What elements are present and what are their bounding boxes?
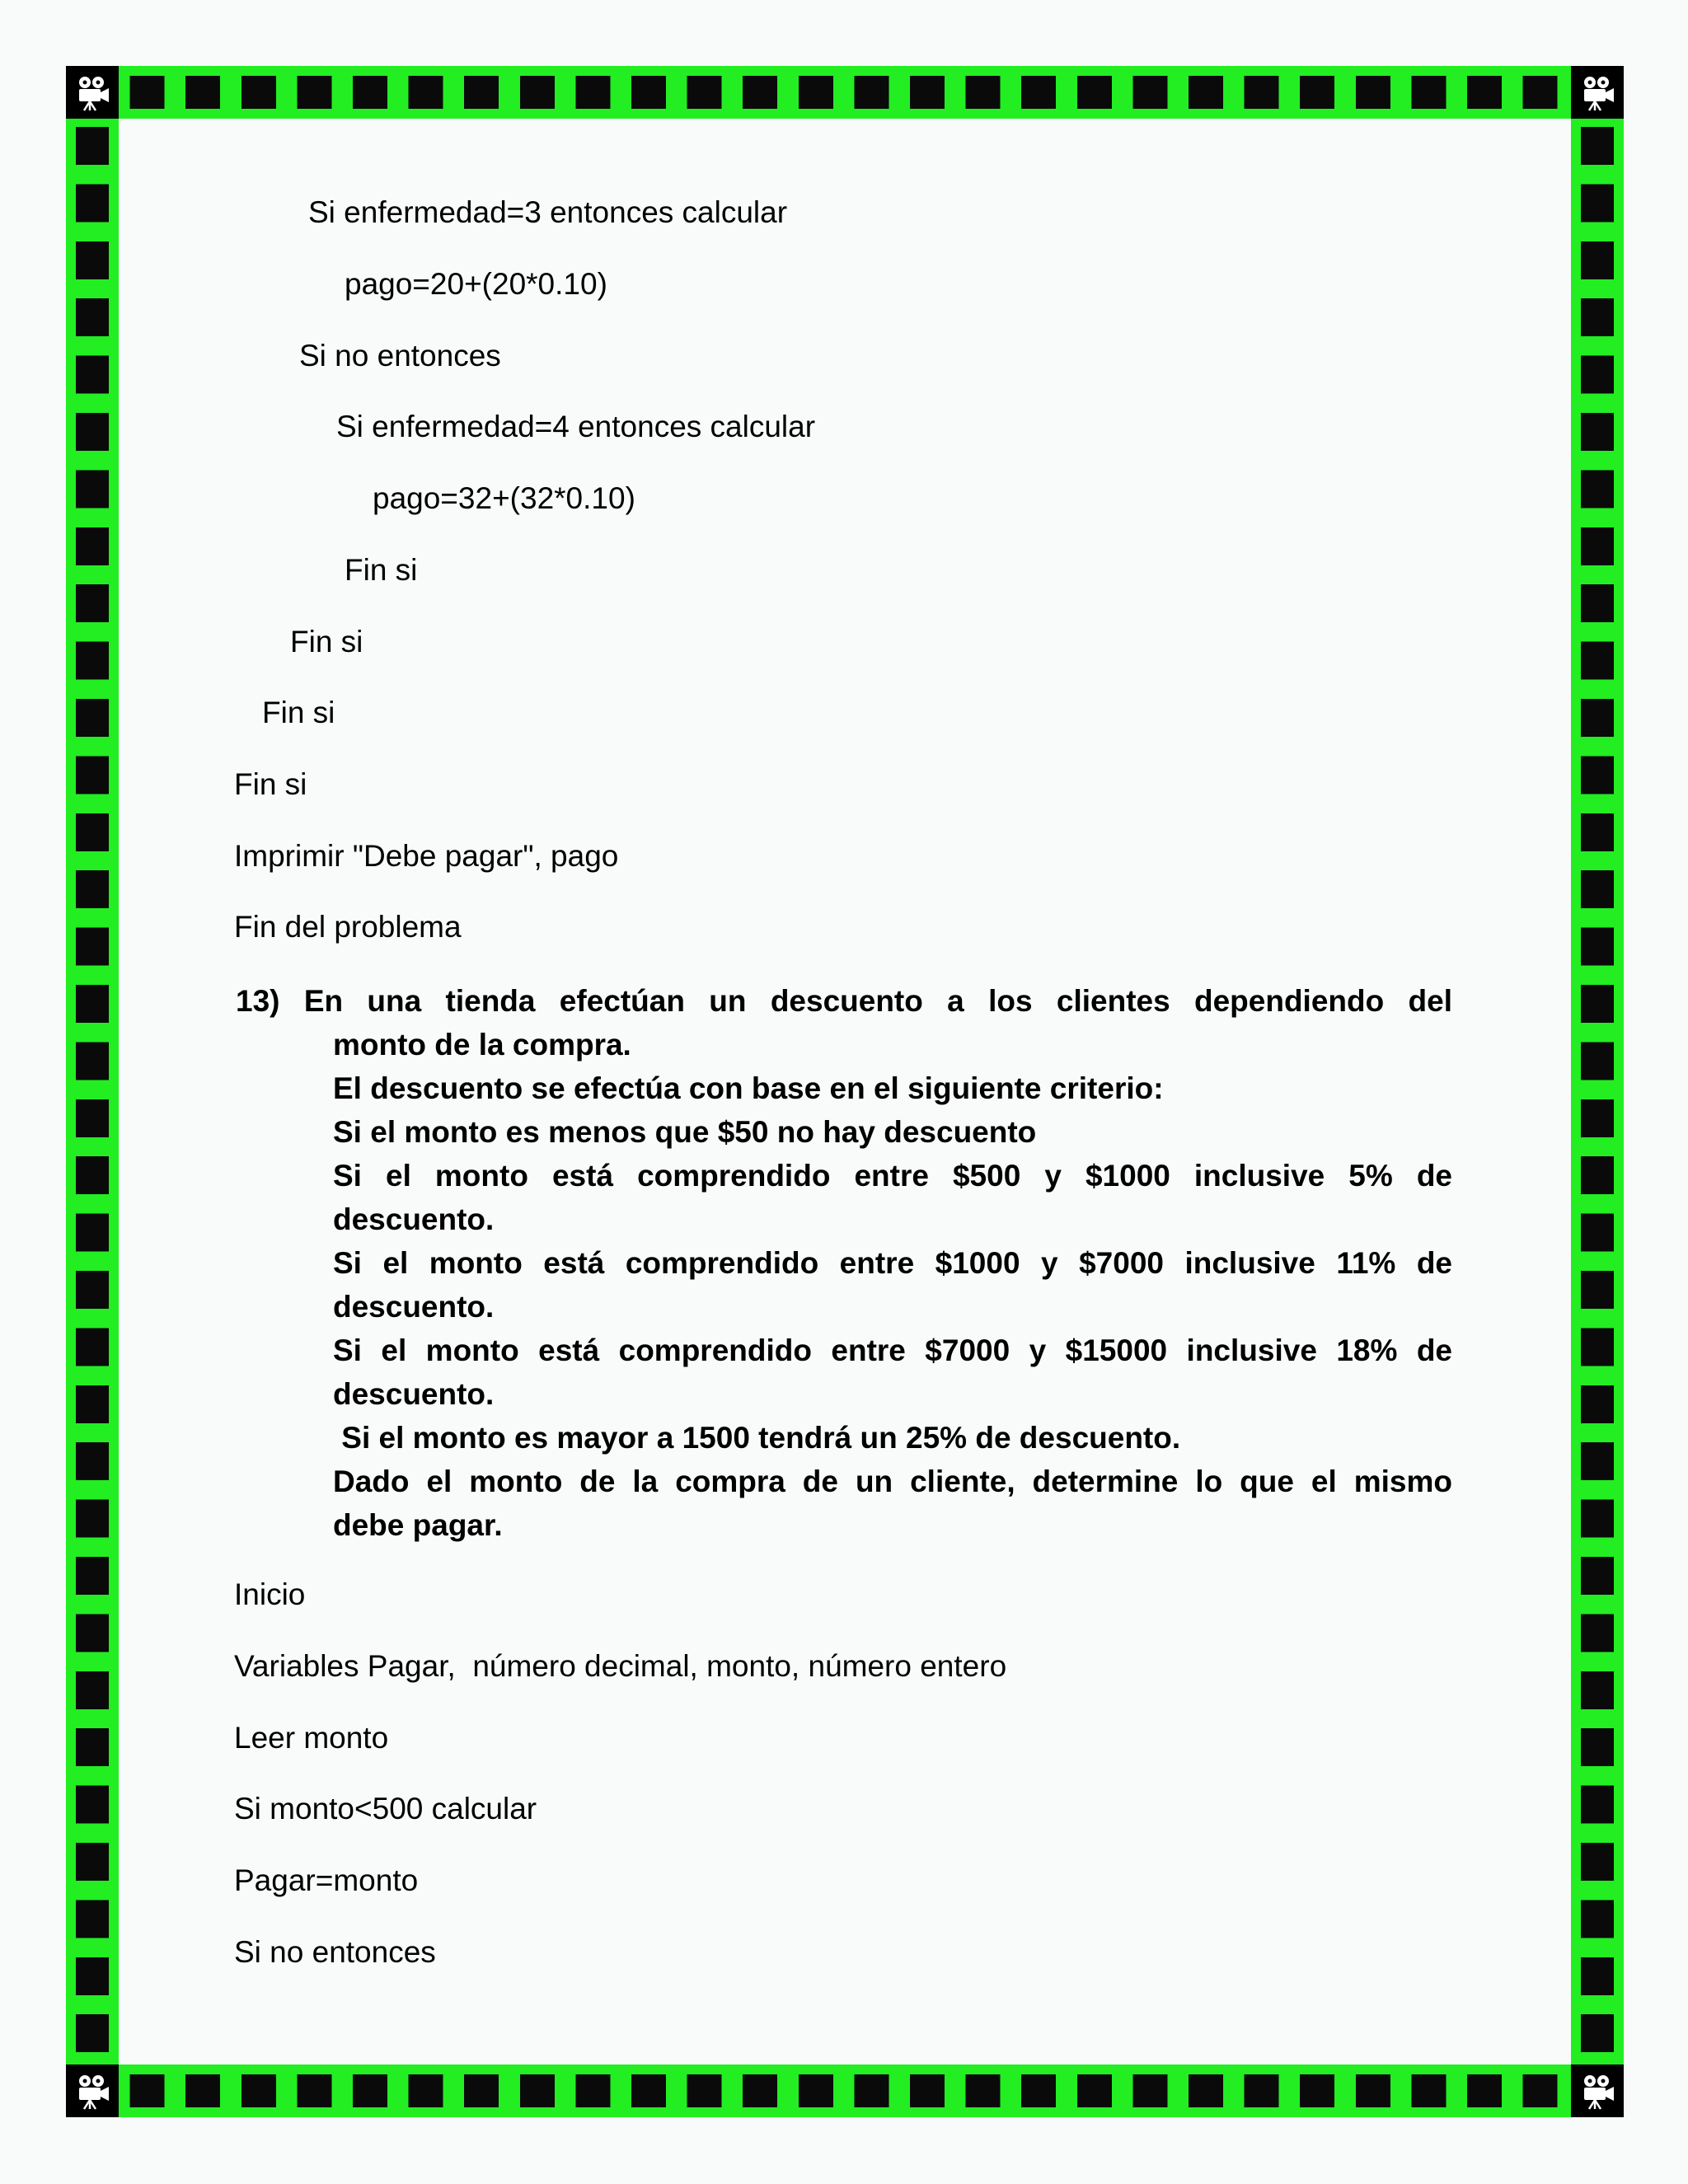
problem-line: Si el monto está comprendido entre $1000 y $7000 inclusive 11% de (333, 1246, 1452, 1280)
code-line: Si monto<500 calcular (234, 1792, 537, 1825)
code-line: pago=20+(20*0.10) (345, 267, 607, 301)
code-line: Si no entonces (234, 1935, 436, 1969)
code-line: Pagar=monto (234, 1863, 419, 1897)
problem-line: descuento. (333, 1202, 495, 1236)
code-line: Imprimir "Debe pagar", pago (234, 839, 619, 873)
problem-line: descuento. (333, 1290, 495, 1324)
problem-13-statement (236, 979, 1452, 1547)
problem-line: descuento. (333, 1377, 495, 1411)
code-line: Leer monto (234, 1721, 389, 1755)
code-line: Si no entonces (299, 339, 501, 373)
problem-line: Si el monto está comprendido entre $500 y $1000 inclusive 5% de (333, 1159, 1452, 1193)
code-line: Fin si (290, 625, 363, 658)
problem-first-line (236, 979, 1452, 1023)
problem-line: Si el monto es mayor a 1500 tendrá un 25% de descuento. (333, 1421, 1181, 1455)
problem-line: debe pagar. (333, 1508, 503, 1542)
code-line: Si enfermedad=4 entonces calcular (336, 410, 816, 443)
code-line: Fin si (345, 553, 418, 587)
code-line: Fin del problema (234, 910, 462, 944)
code-line: Si enfermedad=3 entonces calcular (308, 195, 788, 229)
problem-text: En una tienda efectúan un descuento a los clientes dependiendo del (303, 984, 1452, 1018)
code-line: Fin si (234, 767, 307, 801)
problem-line: Dado el monto de la compra de un cliente, determine lo que el mismo (333, 1465, 1452, 1498)
problem-line: Si el monto es menos que $50 no hay descuento (333, 1115, 1037, 1149)
code-line: Variables Pagar, número decimal, monto, número entero (234, 1649, 1007, 1683)
problem-line: El descuento se efectúa con base en el siguiente criterio: (333, 1071, 1164, 1105)
code-line: Fin si (262, 696, 335, 729)
code-line: Inicio (234, 1577, 306, 1611)
problem-line: monto de la compra. (333, 1028, 631, 1062)
problem-number: 13) (236, 984, 280, 1018)
code-line: pago=32+(32*0.10) (373, 481, 635, 515)
problem-line: Si el monto está comprendido entre $7000 y $15000 inclusive 18% de (333, 1333, 1452, 1367)
